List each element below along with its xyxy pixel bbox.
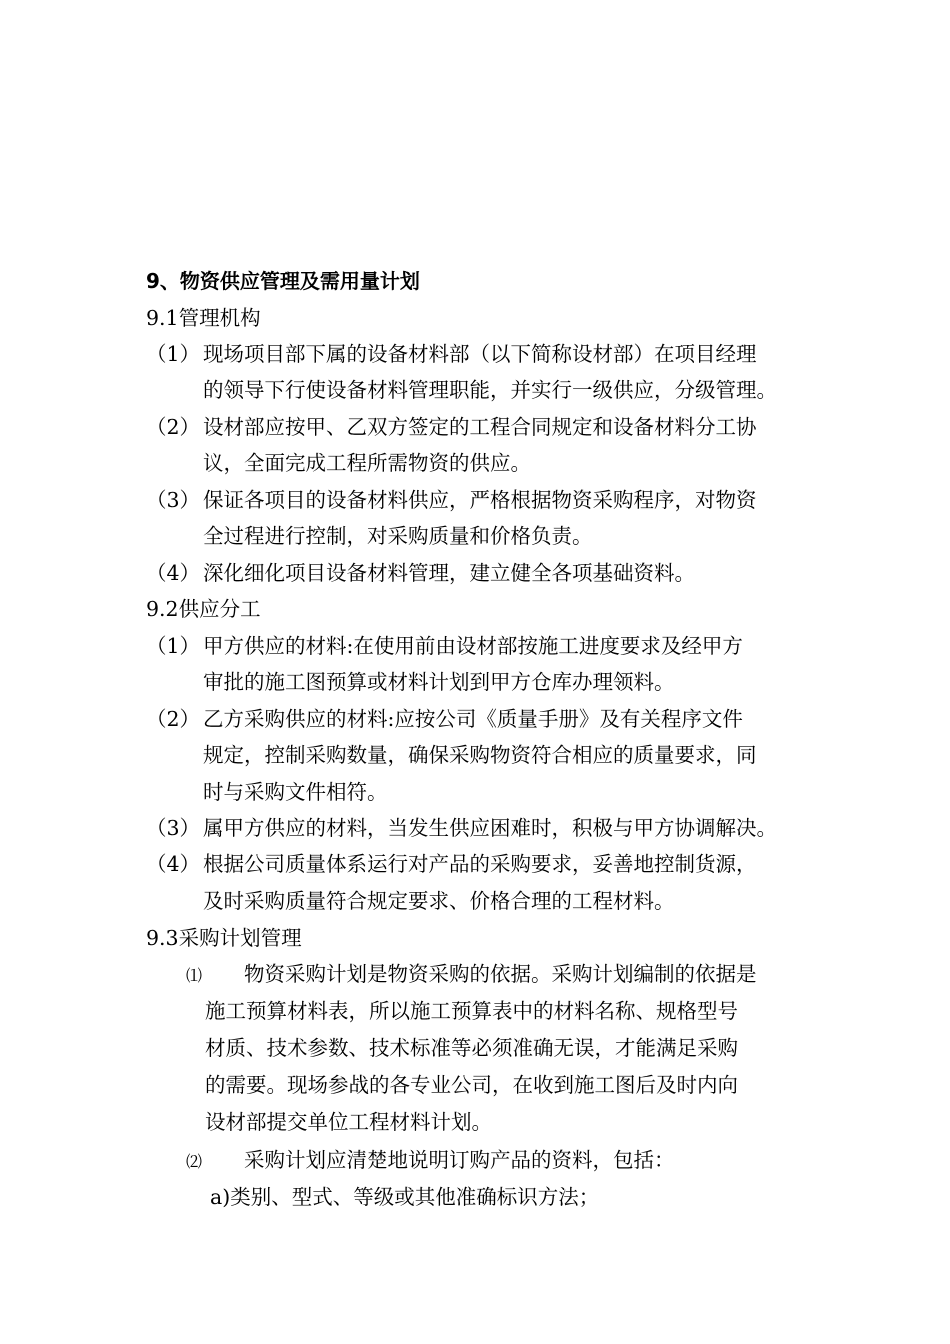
- item-9-3-1-number: ⑴: [186, 966, 203, 985]
- item-9-2-3-number: （3）: [146, 816, 201, 840]
- section-title: 9、物资供应管理及需用量计划: [146, 269, 420, 293]
- item-9-1-3-line-2: 全过程进行控制，对采购质量和价格负责。: [203, 524, 593, 548]
- subsection-heading-9-1: 9.1管理机构: [146, 306, 261, 330]
- item-9-2-4-line-2: 及时采购质量符合规定要求、价格合理的工程材料。: [203, 889, 675, 913]
- item-9-1-3-line-1: 保证各项目的设备材料供应，严格根据物资采购程序，对物资: [203, 488, 757, 512]
- item-9-2-3-line-1: 属甲方供应的材料，当发生供应困难时，积极与甲方协调解决。: [203, 816, 777, 840]
- item-9-2-2-line-1: 乙方采购供应的材料:应按公司《质量手册》及有关程序文件: [203, 707, 743, 731]
- item-9-1-3-number: （3）: [146, 488, 201, 512]
- item-9-2-4-number: （4）: [146, 852, 201, 876]
- item-9-2-1-line-2: 审批的施工图预算或材料计划到甲方仓库办理领料。: [203, 670, 675, 694]
- item-9-1-2-number: （2）: [146, 415, 201, 439]
- item-9-2-2-number: （2）: [146, 707, 201, 731]
- item-9-1-1-line-2: 的领导下行使设备材料管理职能，并实行一级供应，分级管理。: [203, 378, 777, 402]
- item-9-2-4-line-1: 根据公司质量体系运行对产品的采购要求，妥善地控制货源，: [203, 852, 757, 876]
- item-9-3-2-line-1: 采购计划应清楚地说明订购产品的资料，包括：: [244, 1148, 675, 1172]
- subsection-heading-9-2: 9.2供应分工: [146, 597, 261, 621]
- item-9-3-1-line-5: 设材部提交单位工程材料计划。: [205, 1110, 492, 1134]
- item-9-2-2-line-3: 时与采购文件相符。: [203, 780, 388, 804]
- item-9-1-2-line-1: 设材部应按甲、乙双方签定的工程合同规定和设备材料分工协: [203, 415, 757, 439]
- item-9-2-1-number: （1）: [146, 634, 201, 658]
- item-9-3-1-line-1: 物资采购计划是物资采购的依据。采购计划编制的依据是: [244, 962, 757, 986]
- item-9-1-1-line-1: 现场项目部下属的设备材料部（以下简称设材部）在项目经理: [203, 342, 757, 366]
- item-9-3-2-number: ⑵: [186, 1152, 203, 1171]
- item-9-1-4-line-1: 深化细化项目设备材料管理，建立健全各项基础资料。: [203, 561, 695, 585]
- item-9-1-1-number: （1）: [146, 342, 201, 366]
- item-9-2-2-line-2: 规定，控制采购数量，确保采购物资符合相应的质量要求，同: [203, 743, 757, 767]
- item-9-2-1-line-1: 甲方供应的材料:在使用前由设材部按施工进度要求及经甲方: [203, 634, 743, 658]
- item-9-3-1-line-3: 材质、技术参数、技术标准等必须准确无误，才能满足采购: [205, 1036, 738, 1060]
- item-9-1-2-line-2: 议，全面完成工程所需物资的供应。: [203, 451, 531, 475]
- subsection-heading-9-3: 9.3采购计划管理: [146, 926, 302, 950]
- item-9-1-4-number: （4）: [146, 561, 201, 585]
- item-9-3-1-line-2: 施工预算材料表，所以施工预算表中的材料名称、规格型号: [205, 999, 738, 1023]
- item-9-3-1-line-4: 的需要。现场参战的各专业公司，在收到施工图后及时内向: [205, 1073, 738, 1097]
- item-9-3-2-subitem-a: a)类别、型式、等级或其他准确标识方法；: [210, 1185, 600, 1209]
